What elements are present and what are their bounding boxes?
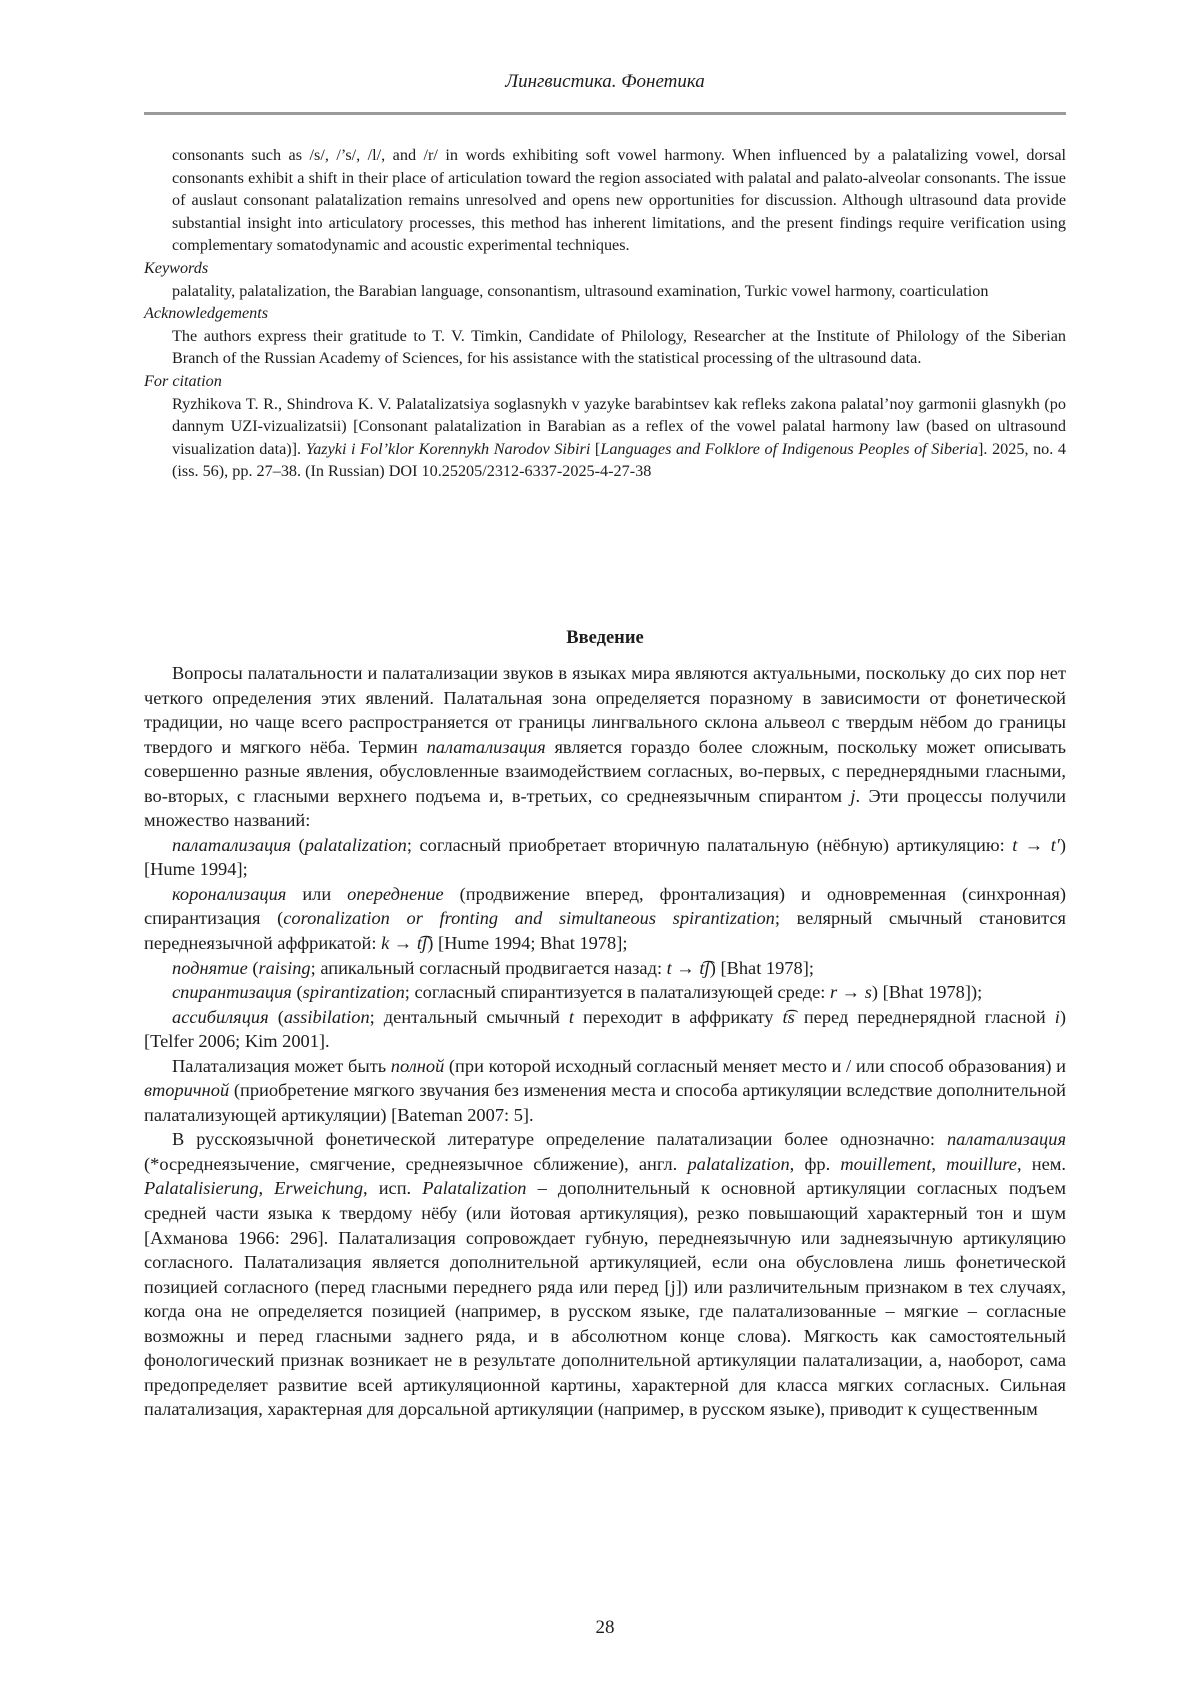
- text-run: ; велярный смычный становится переднеязычной аффрикатой:: [144, 908, 1066, 954]
- text-run: – дополнительный к основной артикуляции согласных подъем средней части языка к твердому нёбу (или йотовая артикуляция), резко повышающий характерный тон и шум [Ахманова 1966: 296]. Палатализация сопровождает губную, переднеязычную или заднеязычную артикуляцию согласного. Палатализация является дополнительной артикуляцией, если она обусловлена лишь фонетической позицией согласного (перед гласными переднего ряда или перед [j]) или различительным признаком в тех случаях, когда она не определяется позицией (например, в русском языке, где палатализованные – мягкие – согласные возможны и перед гласными заднего ряда, и в абсолютном конце слова). Мягкость как самостоятельный фонологический признак возникает не в результате дополнительной артикуляции палатализации, а, наоборот, сама предопределяет развитие всей артикуляционной картины, характерной для класса мягких согласных. Сильная палатализация, характерная для дорсальной артикуляции (например, в русском языке), приводит к существенным: [144, 1178, 1066, 1420]
- text-run: , исп.: [363, 1178, 423, 1199]
- text-run: , фр.: [789, 1153, 841, 1174]
- definition-raising: [144, 956, 1066, 981]
- text-run: ; согласный приобретает вторичную палатальную (нёбную) артикуляцию:: [406, 834, 1013, 855]
- text-run: ) [Hume 1994; Bhat 1978];: [427, 933, 628, 954]
- keywords-block: [144, 280, 1066, 303]
- citation-part2: [: [590, 439, 601, 458]
- english-term: palatalization: [687, 1153, 790, 1174]
- text-run: ) [Telfer 2006; Kim 2001].: [144, 1006, 1066, 1052]
- text-run: переходит в аффрикату: [573, 1006, 783, 1027]
- text-run: (*осреднеязычение, смягчение, среднеязычное сближение), англ.: [144, 1153, 688, 1174]
- citation-block: [144, 393, 1066, 483]
- citation-journal-en: Languages and Folklore of Indigenous Peoples of Siberia: [600, 439, 979, 458]
- citation-label: For citation: [144, 371, 222, 390]
- english-term: spirantization: [302, 982, 405, 1003]
- term: палатализация: [172, 834, 292, 855]
- english-term: palatalization: [304, 834, 407, 855]
- text-run: (при которой исходный согласный меняет место и / или способ образования) и: [444, 1055, 1066, 1076]
- text-run: или: [286, 883, 348, 904]
- formula: r → s: [830, 982, 872, 1003]
- keywords-text: palatality, palatalization, the Barabian language, consonantism, ultrasound examination, Turkic vowel harmony, coarticulation: [172, 281, 989, 300]
- term: коронализация: [172, 883, 287, 904]
- citation-part3: ]. 2025, no. 4 (iss. 56), pp. 27–38. (In Russian) DOI 10.25205/2312-6337-2025-4-27-38: [172, 439, 1067, 481]
- text-run: ; апикальный согласный продвигается назад:: [310, 957, 667, 978]
- text-run: (: [291, 834, 305, 855]
- term: ассибиляция: [172, 1006, 269, 1027]
- running-head: Лингвистика. Фонетика: [505, 71, 705, 92]
- citation-part1: Ryzhikova T. R., Shindrova K. V. Palatalizatsiya soglasnykh v yazyke barabintsev kak refleks zakona palatal’noy garmonii glasnykh (po dannym UZI-vizualizatsii) [Consonant palatalization in Barabian as a reflex of the vowel palatal harmony law (based on ultrasound visualization data)].: [172, 394, 1066, 458]
- term: поднятие: [172, 957, 248, 978]
- text-run: . Эти процессы получили множество названий:: [144, 785, 1066, 831]
- text-run: (: [291, 982, 303, 1003]
- term: палатализация: [946, 1129, 1066, 1150]
- abstract-tail: [144, 144, 1066, 257]
- english-term: raising: [258, 957, 311, 978]
- page-number: 28: [595, 1617, 615, 1638]
- formula: t → t͡ʃ: [666, 957, 710, 978]
- formula: k → t͡ʃ: [381, 933, 428, 954]
- text-run: ; дентальный смычный: [369, 1006, 569, 1027]
- text-run: ,: [258, 1178, 275, 1199]
- text-run: , нем.: [1016, 1153, 1066, 1174]
- symbol: t: [568, 1006, 574, 1027]
- header-rule: [144, 112, 1066, 115]
- term: спирантизация: [172, 982, 292, 1003]
- spanish-term: Palatalization: [422, 1178, 527, 1199]
- paragraph-full-secondary: [144, 1054, 1066, 1128]
- symbol: j: [850, 785, 856, 806]
- definition-coronalization: [144, 882, 1066, 956]
- definition-assibilation: [144, 1005, 1066, 1054]
- text-run: Палатализация может быть: [172, 1055, 391, 1076]
- acknowledgements-text: The authors express their gratitude to T. V. Timkin, Candidate of Philology, Researcher at the Institute of Philology of the Siberian Branch of the Russian Academy of Sciences, for his assistance with the statistical processing of the ultrasound data.: [172, 326, 1066, 368]
- german-term: Erweichung: [274, 1178, 364, 1199]
- text-run: (: [268, 1006, 284, 1027]
- text-run: (продвижение вперед, фронтализация) и одновременная (синхронная) спирантизация (: [144, 883, 1066, 929]
- text-run: ; согласный спирантизуется в палатализующей среде:: [404, 982, 831, 1003]
- section-title: Введение: [566, 628, 644, 648]
- text-run: Вопросы палатальности и палатализации звуков в языках мира являются актуальными, поскольку до сих пор нет четкого определения этих явлений. Палатальная зона определяется поразному в зависимости от фонетической традиции, но чаще всего распространяется от границы лингвального склона альвеол с твердым нёбом до границы твердого и мягкого нёба. Термин: [144, 663, 1066, 757]
- term: опереднение: [347, 883, 444, 904]
- abstract-text: consonants such as /s/, /’s/, /l/, and /r/ in words exhibiting soft vowel harmony. When influenced by a palatalizing vowel, dorsal consonants exhibit a shift in their place of articulation toward the region associated with palatal and palato-alveolar consonants. The issue of auslaut consonant palatalization remains unresolved and opens new opportunities for discussion. Although ultrasound data provide substantial insight into articulatory processes, this method has inherent limitations, and the present findings require verification using complementary somatodynamic and acoustic experimental techniques.: [172, 146, 1066, 255]
- formula: t → t′: [1012, 834, 1060, 855]
- text-run: В русскоязычной фонетической литературе определение палатализации более однозначно:: [172, 1129, 947, 1150]
- article-body: [144, 661, 1066, 1422]
- term: полной: [390, 1055, 445, 1076]
- text-run: (: [247, 957, 259, 978]
- symbol: t͡s: [782, 1006, 795, 1027]
- text-run: ) [Hume 1994];: [144, 834, 1067, 880]
- definition-spirantization: [144, 980, 1066, 1005]
- german-term: Palatalisierung: [144, 1178, 259, 1199]
- text-run: ) [Bhat 1978]);: [871, 982, 983, 1003]
- symbol: i: [1054, 1006, 1060, 1027]
- text-run: перед переднерядной гласной: [794, 1006, 1055, 1027]
- term: вторичной: [144, 1080, 230, 1101]
- article-front-matter: [144, 144, 1066, 483]
- definition-palatalization: [144, 833, 1066, 882]
- paragraph-russian-literature: [144, 1127, 1066, 1422]
- term: палатализация: [426, 736, 546, 757]
- english-term: assibilation: [283, 1006, 370, 1027]
- text-run: ,: [931, 1153, 947, 1174]
- acknowledgements-label: Acknowledgements: [144, 304, 269, 323]
- french-term: mouillure: [946, 1153, 1017, 1174]
- paragraph-intro: [144, 661, 1066, 833]
- english-term: coronalization or fronting and simultaneous spirantization: [283, 908, 775, 929]
- citation-journal: Yazyki i Fol’klor Korennykh Narodov Sibiri: [305, 439, 591, 458]
- keywords-label: Keywords: [144, 258, 209, 277]
- french-term: mouillement: [840, 1153, 932, 1174]
- text-run: является гораздо более сложным, поскольку может описывать совершенно разные явления, обусловленные взаимодействием согласных, во-первых, с переднерядными гласными, во-вторых, с гласными верхнего подъема и, в-третьих, со среднеязычным спирантом: [144, 736, 1067, 806]
- citation-text: [172, 393, 1066, 483]
- acknowledgements-block: [144, 325, 1066, 370]
- text-run: (приобретение мягкого звучания без изменения места и способа артикуляции вследствие дополнительной палатализующей артикуляции) [Bateman 2007: 5].: [144, 1080, 1066, 1125]
- text-run: ) [Bhat 1978];: [709, 957, 814, 978]
